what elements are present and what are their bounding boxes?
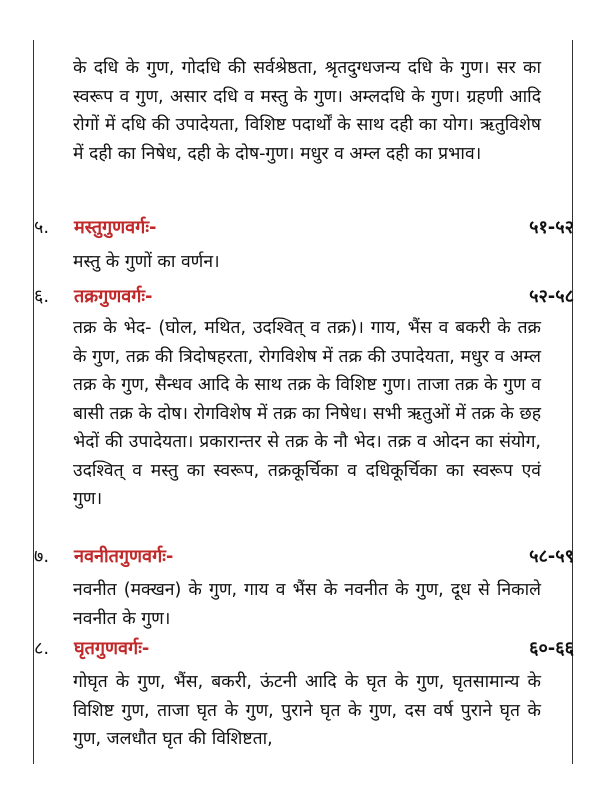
section-number: ८. [34,638,50,659]
section-heading-5 [34,214,574,242]
section-page-range: ५१-५२ [529,217,574,238]
section-number: ६. [34,286,50,307]
section-text-6: तक्र के भेद- (घोल, मथित, उदश्वित् व तक्र)। गाय, भैंस व बकरी के तक्र के गुण, तक्र की त्रिदोषहरता, रोगविशेष में तक्र की उपादेयता, मधुर व अम्ल तक्र के गुण, सैन्धव आदि के साथ तक्र के विशिष्ट गुण। ताजा तक्र के गुण व बासी तक्र के दोष। रोगविशेष में तक्र का निषेध। सभी ऋतुओं में तक्र के छह भेदों की उपादेयता। प्रकारान्तर से तक्र के नौ भेद। तक्र व ओदन का संयोग, उदश्वित् व मस्तु का स्वरूप, तक्रकूर्चिका व दधिकूर्चिका का स्वरूप एवं गुण। [73,318,541,509]
section-title: नवनीतगुणवर्गः- [74,546,174,567]
section-text-7: नवनीत (मक्खन) के गुण, गाय व भैंस के नवनीत के गुण, दूध से निकाले नवनीत के गुण। [73,580,541,629]
section-heading-6 [34,283,574,311]
section-heading-7 [34,543,574,571]
section-title: घृतगुणवर्गः- [74,638,150,659]
section-heading-8 [34,635,574,663]
section-page-range: ६०-६६ [529,638,574,659]
section-page-range: ५२-५८ [529,286,574,307]
section-title: मस्तुगुणवर्गः- [74,217,157,238]
section-text-8: गोघृत के गुण, भैंस, बकरी, ऊंटनी आदि के घृत के गुण, घृतसामान्य के विशिष्ट गुण, ताजा घृत के गुण, पुराने घृत के गुण, दस वर्ष पुराने घृत के गुण, जलधौत घृत की विशिष्टता, [73,672,541,749]
section-page-range: ५८-५९ [529,546,574,567]
section-number: ५. [34,217,50,238]
section-text-5: मस्तु के गुणों का वर्णन। [73,252,220,272]
section-title: तक्रगुणवर्गः- [74,286,153,307]
section-number: ७. [34,546,50,567]
intro-paragraph: के दधि के गुण, गोदधि की सर्वश्रेष्ठता, श्रृतदुग्धजन्य दधि के गुण। सर का स्वरूप व गुण, असार दधि व मस्तु के गुण। अम्लदधि के गुण। ग्रहणी आदि रोगों में दधि की उपादेयता, विशिष्ट पदार्थों के साथ दही का योग। ऋतुविशेष में दही का निषेध, दही के दोष-गुण। मधुर व अम्ल दही का प्रभाव। [73,58,541,164]
